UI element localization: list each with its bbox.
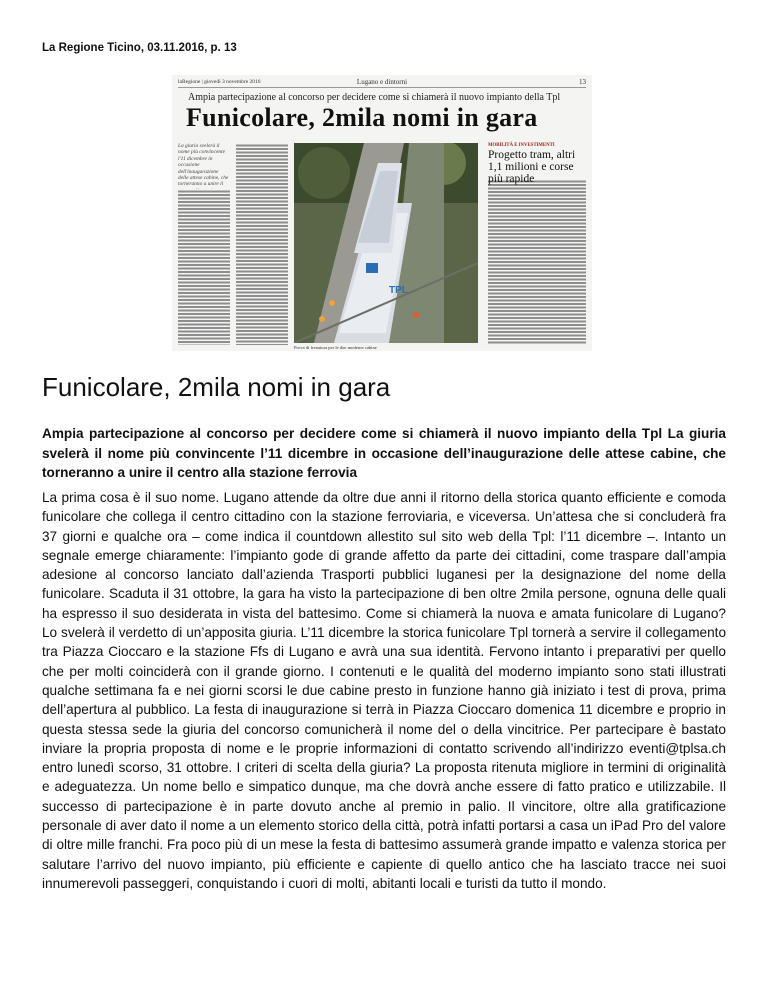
clipping-masthead: laRegione | giovedì 3 novembre 2016 [178,79,261,85]
tpl-logo: TPL [389,285,408,296]
clipping-text-column [488,179,586,345]
newspaper-clipping [172,75,592,351]
clipping-header [178,77,586,88]
clipping-text-column [178,189,230,345]
clipping-lede: La giuria svelerà il nome più convincente l'11 dicembre in occasione dell'inaugurazione delle attese cabine, che torneranno a unire il [178,143,229,188]
article-title: Funicolare, 2mila nomi in gara [42,372,391,402]
funicular-photo-image [294,143,478,343]
clipping-title: Funicolare, 2mila nomi in gara [186,103,538,132]
source-citation: La Regione Ticino, 03.11.2016, p. 13 [42,42,237,54]
side-article-kicker: MOBILITÀ E INVESTIMENTI [488,143,555,148]
article-body: La prima cosa è il suo nome. Lugano attende da oltre due anni il ritorno della storica quanto efficiente e comoda funicolare che collega il centro cittadino con la stazione ferroviaria, e viceversa. Un’attesa che si concluderà fra 37 giorni e qualche ora – come indica il countdown allestito sul sito web della Tpl: l’11 dicembre –. Intanto un segnale emerge chiaramente: l’impianto gode di grande affetto da parte dei cittadini, come traspare dall’ampia adesione al concorso lanciato dall’azienda Trasporti pubblici luganesi per la designazione del nome della funicolare. Scaduta il 31 ottobre, la gara ha visto la partecipazione di ben oltre 2mila persone, ognuna delle quali ha espresso il suo desiderata in vista del battesimo. Come si chiamerà la nuova e amata funicolare di Lugano? Lo svelerà il verdetto di un’apposita giuria. L’11 dicembre la storica funicolare Tpl tornerà a servire il collegamento tra Piazza Cioccaro e la stazione Ffs di Lugano e avrà una sua identità. Fervono intanto i preparativi per quello che per molti coinciderà con il grande giorno. I contenuti e le qualità del moderno impianto sono stati illustrati qualche settimana fa e nei giorni scorsi le due cabine presto in funzione hanno già iniziato i test di prova, prima dell’apertura al pubblico. La festa di inaugurazione si terrà in Piazza Cioccaro domenica 11 dicembre e proprio in questa stessa sede la giuria del concorso comunicherà il nome del o della vincitrice. Per partecipare è bastato inviare la propria proposta di nome e le proprie informazioni di contatto scrivendo all’indirizzo eventi@tplsa.ch entro lunedì scorso, 31 ottobre. I criteri di scelta della giuria? La proposta ritenuta migliore in termini di originalità e adeguatezza. Un nome bello e simpatico dunque, ma che dovrà anche essere di fatto pratico e utilizzabile. Il successo di partecipazione è in parte dovuto anche al premio in palio. Il vincitore, oltre alla gratificazione personale di aver dato il nome a un elemento storico della città, potrà infatti portarsi a casa un iPad Pro del valore di oltre mille franchi. Fra poco più di un mese la festa di battesimo assumerà grande impatto e valenza storica per salutare l’arrivo del nuovo impianto, più efficiente e capiente di quello antico che ha lasciato tracce nei suoi innumerevoli passeggeri, conquistando i cuori di molti, abitanti locali e turisti da tutto il mondo. [42,490,726,891]
clipping-section: Lugano e dintorni [356,78,408,86]
funicular-photo [294,143,478,343]
side-article-title: Progetto tram, altri 1,1 milioni e corse più rapide [488,149,576,185]
photo-caption: Prova di frenatura per le due moderne cabine [294,345,377,350]
clipping-page-number: 13 [579,78,586,86]
article-lead: Ampia partecipazione al concorso per decidere come si chiamerà il nuovo impianto della Tpl La giuria svelerà il nome più convincente l’11 dicembre in occasione dell’inaugurazione delle attese cabine, che torneranno a unire il centro alla stazione ferrovia [42,426,726,480]
clipping-text-column [236,143,288,345]
clipping-subtitle: Ampia partecipazione al concorso per decidere come si chiamerà il nuovo impianto della Tpl [188,92,561,103]
